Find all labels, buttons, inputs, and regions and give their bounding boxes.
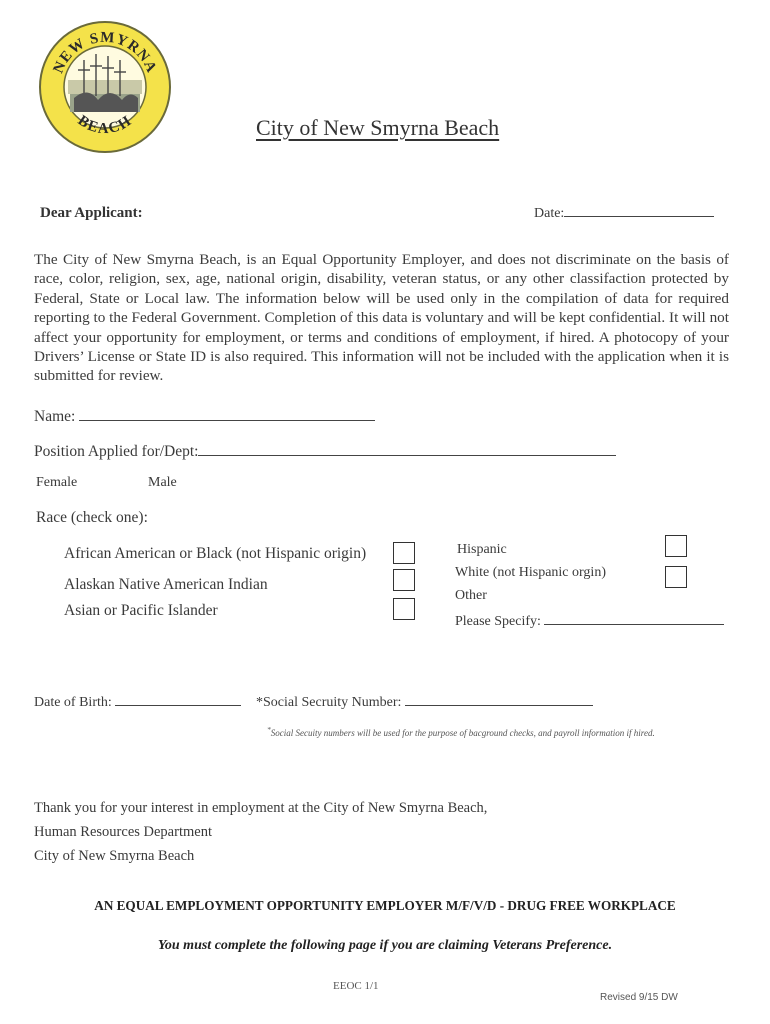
svg-text:NEW SMYRNA: NEW SMYRNA — [50, 29, 160, 76]
closing-line-3: City of New Smyrna Beach — [34, 848, 195, 864]
dob-label: Date of Birth: — [34, 695, 112, 710]
veterans-note: You must complete the following page if you are claiming Veterans Preference. — [157, 938, 613, 953]
dob-field[interactable] — [34, 693, 241, 711]
race-checkbox-white[interactable] — [665, 566, 687, 588]
name-label: Name: — [34, 408, 76, 425]
greeting: Dear Applicant: — [40, 205, 143, 221]
ssn-label: *Social Secruity Number: — [256, 695, 402, 710]
ssn-note-mark: * — [267, 725, 271, 734]
revision-note: Revised 9/15 DW — [600, 992, 678, 1003]
race-option-asian-pacific: Asian or Pacific Islander — [64, 602, 218, 619]
date-label: Date: — [534, 206, 565, 221]
race-checkbox-hispanic[interactable] — [665, 535, 687, 557]
race-option-african-american: African American or Black (not Hispanic origin) — [64, 545, 367, 562]
race-option-white: White (not Hispanic orgin) — [455, 565, 606, 580]
ssn-note — [267, 725, 655, 738]
intro-paragraph: The City of New Smyrna Beach, is an Equal Opportunity Employer, and does not discriminate on the basis of race, color, religion, sex, age, national origin, disability, veteran status, or any other classifaction protected by Federal, State or Local law. The information below will be used only in the compilation of data for required reporting to the Federal Government. Completion of this data is voluntary and will be kept confidential. It will not affect your opportunity for employment, or terms and conditions of employment, if hired. A photocopy of your Drivers’ License or State ID is also required. This information will not be included with the application when it is submitted for review. — [34, 251, 729, 385]
name-field[interactable] — [34, 408, 375, 426]
position-label: Position Applied for/Dept: — [34, 443, 199, 460]
race-checkbox-asian-pacific[interactable] — [393, 598, 415, 620]
svg-text:BEACH: BEACH — [74, 112, 136, 138]
position-field[interactable] — [34, 443, 616, 461]
form-code: EEOC 1/1 — [333, 980, 379, 992]
male-option[interactable]: Male — [148, 475, 177, 490]
race-checkbox-alaskan-native[interactable] — [393, 569, 415, 591]
race-label: Race (check one): — [36, 509, 148, 526]
please-specify-field[interactable] — [455, 612, 724, 630]
ssn-note-text: Social Secuity numbers will be used for the purpose of bacground checks, and payroll information if hired. — [270, 728, 655, 738]
ssn-field[interactable] — [256, 693, 593, 711]
city-seal-logo — [38, 20, 172, 154]
date-field[interactable] — [534, 204, 714, 222]
race-option-hispanic: Hispanic — [457, 542, 507, 557]
race-option-alaskan-native: Alaskan Native American Indian — [64, 576, 268, 593]
closing-line-2: Human Resources Department — [34, 824, 212, 840]
female-option[interactable]: Female — [36, 475, 78, 490]
race-checkbox-african-american[interactable] — [393, 542, 415, 564]
eeo-statement: AN EQUAL EMPLOYMENT OPPORTUNITY EMPLOYER M/F/V/D - DRUG FREE WORKPLACE — [94, 898, 676, 913]
closing-line-1: Thank you for your interest in employment at the City of New Smyrna Beach, — [34, 800, 488, 816]
race-option-other: Other — [455, 588, 487, 603]
please-specify-label: Please Specify: — [455, 614, 541, 629]
closing-block — [34, 796, 487, 868]
page-title: City of New Smyrna Beach — [256, 115, 500, 140]
